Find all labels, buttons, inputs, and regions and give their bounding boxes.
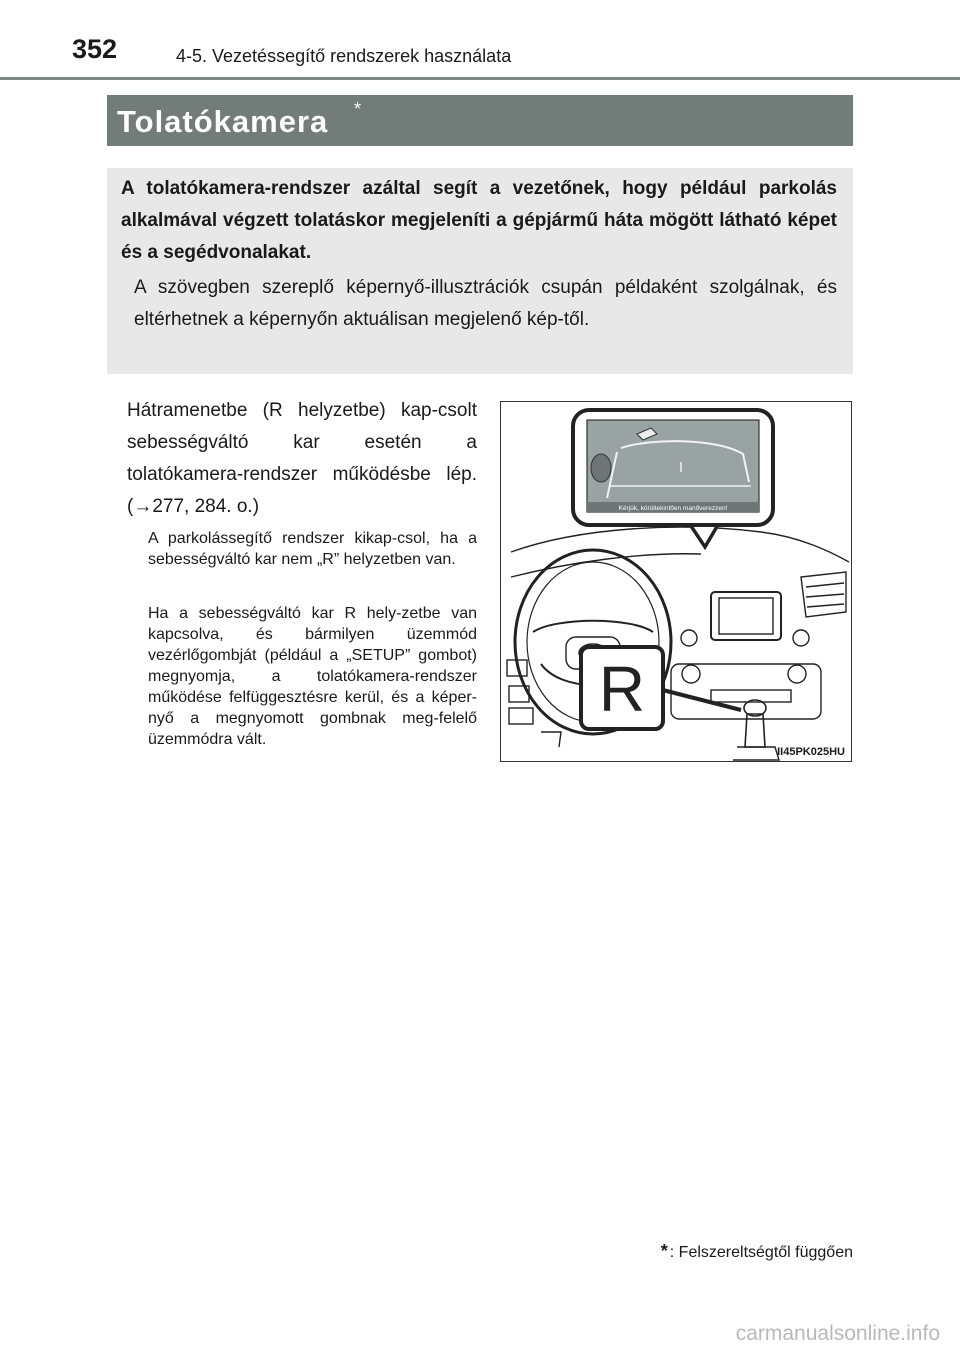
page-number: 352 <box>72 34 118 64</box>
footnote-text: : Felszereltségtől függően <box>669 1244 853 1261</box>
figure-dashboard-illustration <box>500 401 852 762</box>
watermark: carmanualsonline.info <box>735 1322 940 1345</box>
note-paragraph: A parkolássegítő rendszer kikap-csol, ha a sebességváltó kar nem „R” helyzetben van. <box>148 530 477 568</box>
footnote <box>661 1241 853 1262</box>
body-paragraph: Hátramenetbe (R helyzetbe) kap-csolt sebességváltó kar esetén a tolatókamera-rendszer működésbe lép. (→277, 284. o.) <box>127 400 477 517</box>
intro-box <box>107 168 853 374</box>
section-title: Tolatókamera <box>117 104 329 139</box>
header-rule <box>0 77 960 80</box>
optional-equipment-marker: * <box>354 99 362 119</box>
intro-note: A szövegben szereplő képernyő-illusztrációk csupán példaként szolgálnak, és eltérhetnek a képernyőn aktuálisan megjelenő kép-től. <box>134 277 837 330</box>
running-head: 4-5. Vezetéssegítő rendszerek használata <box>176 46 512 66</box>
note-paragraph: Ha a sebességváltó kar R hely-zetbe van kapcsolva, és bármilyen üzemmód vezérlőgombját (például a „SETUP” gombot) megnyomja, a tolatókamera-rendszer működése felfüggesztésre kerül, és a képer-nyő a megnyomott gombnak meg-felelő üzemmódra vált. <box>148 605 477 748</box>
screen-message: Kérjük, körültekintően manőverezzen! <box>618 505 728 512</box>
intro-lead: A tolatókamera-rendszer azáltal segít a vezetőnek, hogy például parkolás alkalmával végzett tolatáskor megjeleníti a gépjármű háta mögött látható képet és a segédvonalakat. <box>121 178 837 263</box>
section-title-bar <box>107 95 853 146</box>
footnote-marker: * <box>660 1241 668 1261</box>
figure-code: II45PK025HU <box>777 746 845 758</box>
dashboard-drawing <box>501 402 851 761</box>
gear-r-label: R <box>598 653 646 725</box>
